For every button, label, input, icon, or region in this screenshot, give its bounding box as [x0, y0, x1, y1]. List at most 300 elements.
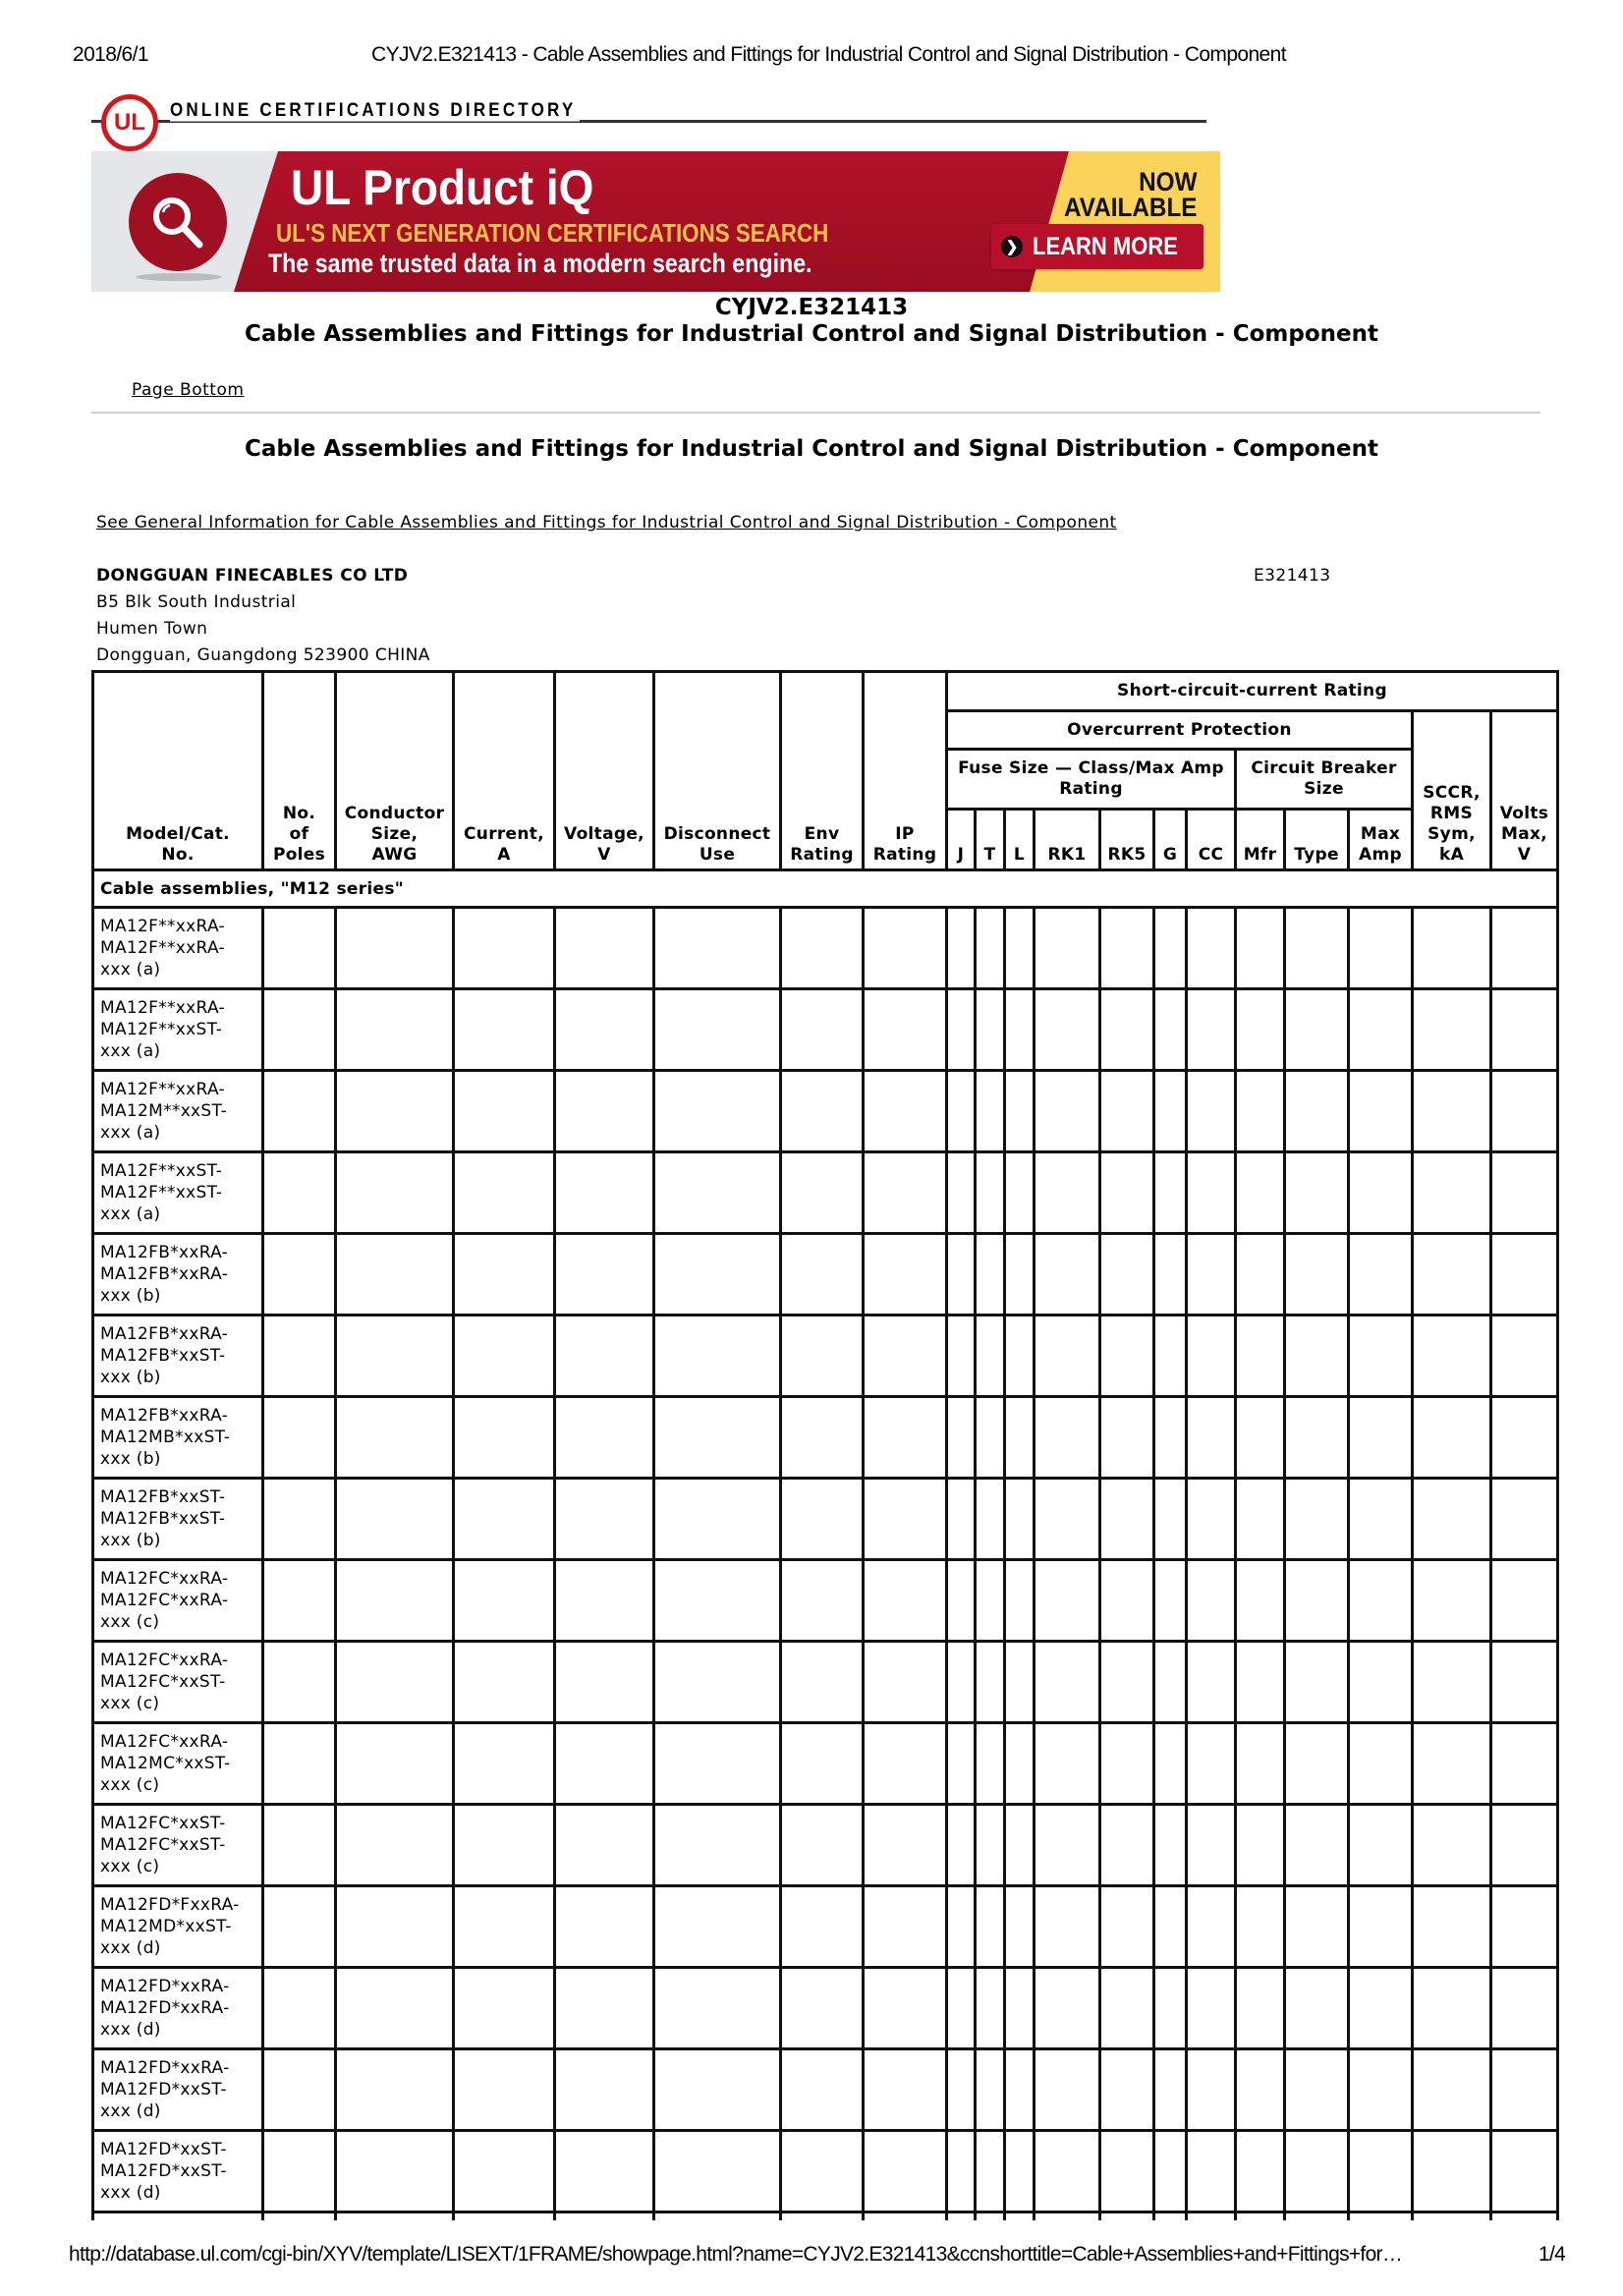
empty-cell	[1035, 1560, 1100, 1642]
empty-cell	[654, 1805, 781, 1886]
empty-cell	[947, 1234, 976, 1316]
empty-cell	[654, 1152, 781, 1234]
empty-cell	[976, 1886, 1005, 1968]
model-cell	[93, 908, 263, 989]
empty-cell	[263, 1397, 336, 1479]
page-title: Cable Assemblies and Fittings for Industrial Control and Signal Distribution - Component	[245, 321, 1378, 347]
empty-cell	[781, 908, 864, 989]
empty-cell	[781, 2212, 864, 2220]
empty-cell	[1285, 1397, 1349, 1479]
model-line: MA12F**xxST-	[100, 1020, 223, 1039]
empty-cell	[1491, 1968, 1558, 2049]
category-code: CYJV2.E321413	[714, 295, 909, 320]
empty-cell	[1035, 1316, 1100, 1397]
empty-cell	[1413, 1152, 1491, 1234]
empty-cell	[1187, 1560, 1236, 1642]
empty-cell	[1100, 1805, 1154, 1886]
empty-cell	[1154, 1479, 1187, 1560]
empty-cell	[1236, 1560, 1285, 1642]
empty-cell	[1100, 1316, 1154, 1397]
empty-cell	[654, 1886, 781, 1968]
col-sccr-sym: SCCR, RMS Sym, kA	[1413, 711, 1491, 870]
banner-title: UL Product iQ	[291, 160, 594, 215]
empty-cell	[1236, 1234, 1285, 1316]
empty-cell	[976, 908, 1005, 989]
empty-cell	[1035, 1234, 1100, 1316]
empty-cell	[1285, 908, 1349, 989]
col-voltage: Voltage, V	[555, 672, 654, 870]
address-line-1: B5 Blk South Industrial	[96, 592, 297, 612]
empty-cell	[1035, 2049, 1100, 2131]
empty-cell	[1100, 1968, 1154, 2049]
empty-cell	[555, 908, 654, 989]
empty-cell	[1236, 1886, 1285, 1968]
empty-cell	[1236, 1642, 1285, 1723]
empty-cell	[263, 1560, 336, 1642]
learn-more-button[interactable]	[991, 224, 1203, 269]
empty-cell	[1236, 1071, 1285, 1152]
empty-cell	[947, 908, 976, 989]
model-cell	[93, 1886, 263, 1968]
model-cell	[93, 1397, 263, 1479]
empty-cell	[1349, 1968, 1413, 2049]
company-name: DONGGUAN FINECABLES CO LTD	[96, 566, 409, 586]
empty-cell	[1236, 1968, 1285, 2049]
table-row	[93, 989, 1558, 1071]
empty-cell	[1005, 1316, 1035, 1397]
empty-cell	[654, 1723, 781, 1805]
empty-cell	[263, 2049, 336, 2131]
empty-cell	[1285, 2212, 1349, 2220]
empty-cell	[1285, 1071, 1349, 1152]
empty-cell	[1035, 1152, 1100, 1234]
footer-url: http://database.ul.com/cgi-bin/XYV/template/LISEXT/1FRAME/showpage.html?name=CYJV2.E321413&ccnshorttitle=Cable+Assemblies+and+Fittings+for…	[69, 2243, 1403, 2266]
empty-cell	[976, 2131, 1005, 2212]
model-line: xxx (d)	[100, 2101, 161, 2121]
empty-cell	[1100, 1234, 1154, 1316]
col-fuse-t: T	[976, 810, 1005, 870]
empty-cell	[1285, 1886, 1349, 1968]
empty-cell	[555, 2212, 654, 2220]
empty-cell	[781, 1071, 864, 1152]
empty-cell	[1005, 1968, 1035, 2049]
empty-cell	[1187, 1723, 1236, 1805]
empty-cell	[1349, 908, 1413, 989]
empty-cell	[1154, 908, 1187, 989]
empty-cell	[1005, 2131, 1035, 2212]
empty-cell	[263, 1642, 336, 1723]
empty-cell	[1154, 1723, 1187, 1805]
empty-cell	[1491, 1071, 1558, 1152]
empty-cell	[1413, 2049, 1491, 2131]
table-row	[93, 908, 1558, 989]
col-env-rating: Env Rating	[781, 672, 864, 870]
empty-cell	[555, 1886, 654, 1968]
col-poles: No. of Poles	[263, 672, 336, 870]
empty-cell	[781, 989, 864, 1071]
empty-cell	[1413, 1642, 1491, 1723]
empty-cell	[947, 1968, 976, 2049]
table-body	[93, 870, 1558, 2220]
empty-cell	[1349, 1316, 1413, 1397]
model-cell	[93, 1723, 263, 1805]
empty-cell	[781, 1234, 864, 1316]
col-breaker-max-amp: Max Amp	[1349, 810, 1413, 870]
model-cell	[93, 1968, 263, 2049]
empty-cell	[1349, 1152, 1413, 1234]
empty-cell	[1349, 1071, 1413, 1152]
model-line: MA12MB*xxST-	[100, 1428, 231, 1447]
empty-cell	[781, 1642, 864, 1723]
empty-cell	[555, 1479, 654, 1560]
section-title: Cable Assemblies and Fittings for Industrial Control and Signal Distribution - Component	[245, 436, 1378, 462]
empty-cell	[976, 2049, 1005, 2131]
empty-cell	[864, 1071, 947, 1152]
empty-cell	[1236, 2131, 1285, 2212]
model-cell	[93, 1316, 263, 1397]
empty-cell	[1413, 1723, 1491, 1805]
empty-cell	[1491, 1805, 1558, 1886]
empty-cell	[1285, 1152, 1349, 1234]
empty-cell	[1005, 989, 1035, 1071]
empty-cell	[1413, 1071, 1491, 1152]
empty-cell	[1187, 1316, 1236, 1397]
magnifier-icon	[129, 173, 227, 271]
model-line: MA12FB*xxRA-	[100, 1324, 229, 1344]
empty-cell	[454, 1152, 555, 1234]
table-row	[93, 1723, 1558, 1805]
general-info-link[interactable]: See General Information for Cable Assemblies and Fittings for Industrial Control and Signal Distribution - Component	[96, 513, 1117, 532]
empty-cell	[1491, 1152, 1558, 1234]
empty-cell	[1100, 2049, 1154, 2131]
empty-cell	[1236, 989, 1285, 1071]
empty-cell	[976, 1479, 1005, 1560]
empty-cell	[263, 1805, 336, 1886]
empty-cell	[781, 1152, 864, 1234]
empty-cell	[454, 1723, 555, 1805]
empty-cell	[336, 1479, 454, 1560]
empty-cell	[1005, 1805, 1035, 1886]
empty-cell	[1491, 1397, 1558, 1479]
col-fuse-rk1: RK1	[1035, 810, 1100, 870]
empty-cell	[864, 908, 947, 989]
print-header	[0, 43, 1623, 73]
col-fuse-rk5: RK5	[1100, 810, 1154, 870]
page-bottom-link[interactable]: Page Bottom	[132, 380, 245, 400]
model-line: MA12FC*xxST-	[100, 1814, 226, 1833]
empty-cell	[454, 2049, 555, 2131]
empty-cell	[1285, 1316, 1349, 1397]
ul-logo-icon[interactable]: UL	[101, 94, 158, 151]
empty-cell	[1005, 1071, 1035, 1152]
continued-row	[93, 2212, 1558, 2220]
model-line: xxx (b)	[100, 1449, 161, 1469]
empty-cell	[263, 1968, 336, 2049]
col-volts-max: Volts Max, V	[1491, 711, 1558, 870]
empty-cell	[1413, 908, 1491, 989]
empty-cell	[336, 1071, 454, 1152]
empty-cell	[263, 1723, 336, 1805]
empty-cell	[1100, 1479, 1154, 1560]
empty-cell	[1100, 1397, 1154, 1479]
empty-cell	[336, 1723, 454, 1805]
empty-cell	[454, 1316, 555, 1397]
model-line: MA12FC*xxRA-	[100, 1651, 229, 1670]
empty-cell	[1413, 1234, 1491, 1316]
table-row	[93, 1397, 1558, 1479]
available-label: AVAILABLE	[1063, 193, 1197, 222]
model-line: MA12FB*xxST-	[100, 1346, 226, 1366]
model-line: MA12FD*FxxRA-	[100, 1895, 240, 1915]
model-line: xxx (a)	[100, 1123, 161, 1143]
empty-cell	[864, 1152, 947, 1234]
empty-cell	[336, 1560, 454, 1642]
empty-cell	[947, 2049, 976, 2131]
table-row	[93, 2131, 1558, 2212]
empty-cell	[1154, 1886, 1187, 1968]
model-cell	[93, 1642, 263, 1723]
table-row	[93, 1071, 1558, 1152]
banner-tagline: The same trusted data in a modern search engine.	[268, 249, 812, 278]
model-line: MA12FB*xxRA-	[100, 1406, 229, 1426]
empty-cell	[555, 1723, 654, 1805]
empty-cell	[654, 1234, 781, 1316]
model-cell	[93, 1560, 263, 1642]
empty-cell	[1285, 989, 1349, 1071]
model-cell	[93, 989, 263, 1071]
empty-cell	[1285, 2131, 1349, 2212]
empty-cell	[654, 1560, 781, 1642]
empty-cell	[976, 1560, 1005, 1642]
empty-cell	[864, 2131, 947, 2212]
table-row	[93, 1152, 1558, 1234]
empty-cell	[93, 2212, 263, 2220]
empty-cell	[947, 1479, 976, 1560]
empty-cell	[1154, 1968, 1187, 2049]
empty-cell	[1005, 1886, 1035, 1968]
empty-cell	[1349, 1397, 1413, 1479]
empty-cell	[1285, 1560, 1349, 1642]
empty-cell	[1005, 1479, 1035, 1560]
empty-cell	[1187, 1886, 1236, 1968]
empty-cell	[1413, 989, 1491, 1071]
empty-cell	[336, 2212, 454, 2220]
model-line: xxx (c)	[100, 1694, 160, 1713]
empty-cell	[555, 1805, 654, 1886]
model-line: MA12F**xxRA-	[100, 917, 225, 936]
empty-cell	[864, 989, 947, 1071]
empty-cell	[1349, 1805, 1413, 1886]
empty-cell	[555, 989, 654, 1071]
empty-cell	[1349, 2212, 1413, 2220]
model-line: MA12FD*xxRA-	[100, 1998, 230, 2018]
empty-cell	[1005, 1723, 1035, 1805]
empty-cell	[1491, 1886, 1558, 1968]
address-line-2: Humen Town	[96, 619, 208, 639]
empty-cell	[263, 989, 336, 1071]
empty-cell	[1187, 2131, 1236, 2212]
empty-cell	[336, 1234, 454, 1316]
empty-cell	[1413, 1479, 1491, 1560]
directory-header	[91, 94, 1206, 151]
empty-cell	[1491, 1642, 1558, 1723]
empty-cell	[1100, 1642, 1154, 1723]
empty-cell	[1100, 1152, 1154, 1234]
empty-cell	[1413, 1805, 1491, 1886]
empty-cell	[1100, 2131, 1154, 2212]
model-line: MA12FB*xxRA-	[100, 1243, 229, 1262]
empty-cell	[654, 2131, 781, 2212]
empty-cell	[555, 2049, 654, 2131]
empty-cell	[1349, 1479, 1413, 1560]
group-overcurrent: Overcurrent Protection	[947, 711, 1413, 750]
model-line: xxx (a)	[100, 1041, 161, 1061]
empty-cell	[947, 1723, 976, 1805]
empty-cell	[1154, 2212, 1187, 2220]
empty-cell	[947, 1397, 976, 1479]
empty-cell	[781, 2131, 864, 2212]
model-line: MA12F**xxST-	[100, 1183, 223, 1203]
empty-cell	[1035, 1397, 1100, 1479]
model-line: xxx (b)	[100, 1286, 161, 1306]
empty-cell	[1035, 1642, 1100, 1723]
empty-cell	[336, 1968, 454, 2049]
empty-cell	[947, 1560, 976, 1642]
model-line: xxx (b)	[100, 1531, 161, 1550]
model-line: MA12FD*xxST-	[100, 2161, 227, 2181]
model-line: xxx (c)	[100, 1775, 160, 1795]
empty-cell	[263, 2131, 336, 2212]
empty-cell	[1491, 1316, 1558, 1397]
empty-cell	[555, 1316, 654, 1397]
model-line: MA12F**xxRA-	[100, 1080, 225, 1099]
empty-cell	[1035, 989, 1100, 1071]
empty-cell	[781, 1805, 864, 1886]
model-line: MA12F**xxRA-	[100, 938, 225, 958]
empty-cell	[1285, 1968, 1349, 2049]
table-row	[93, 1642, 1558, 1723]
print-title: CYJV2.E321413 - Cable Assemblies and Fittings for Industrial Control and Signal Distribution - Component	[371, 43, 1286, 66]
empty-cell	[454, 1886, 555, 1968]
table-row	[93, 2049, 1558, 2131]
model-line: MA12F**xxST-	[100, 1161, 223, 1181]
empty-cell	[1035, 1479, 1100, 1560]
empty-cell	[336, 1642, 454, 1723]
empty-cell	[947, 1071, 976, 1152]
empty-cell	[263, 1479, 336, 1560]
empty-cell	[1491, 1723, 1558, 1805]
empty-cell	[864, 2049, 947, 2131]
empty-cell	[864, 2212, 947, 2220]
model-line: xxx (a)	[100, 960, 161, 980]
empty-cell	[1236, 2212, 1285, 2220]
file-number: E321413	[1254, 566, 1331, 586]
empty-cell	[947, 1886, 976, 1968]
empty-cell	[1154, 989, 1187, 1071]
empty-cell	[1035, 1071, 1100, 1152]
empty-cell	[654, 1968, 781, 2049]
empty-cell	[1349, 1723, 1413, 1805]
empty-cell	[1349, 1642, 1413, 1723]
empty-cell	[263, 908, 336, 989]
empty-cell	[781, 1886, 864, 1968]
empty-cell	[654, 1479, 781, 1560]
empty-cell	[454, 1805, 555, 1886]
empty-cell	[336, 989, 454, 1071]
empty-cell	[1491, 989, 1558, 1071]
empty-cell	[555, 1234, 654, 1316]
empty-cell	[1035, 1968, 1100, 2049]
empty-cell	[454, 989, 555, 1071]
empty-cell	[1285, 1642, 1349, 1723]
empty-cell	[1187, 2049, 1236, 2131]
empty-cell	[336, 1397, 454, 1479]
empty-cell	[1413, 1886, 1491, 1968]
empty-cell	[454, 1642, 555, 1723]
empty-cell	[1154, 2049, 1187, 2131]
empty-cell	[1100, 1071, 1154, 1152]
empty-cell	[1154, 1560, 1187, 1642]
empty-cell	[1187, 1642, 1236, 1723]
col-conductor: Conductor Size, AWG	[336, 672, 454, 870]
empty-cell	[864, 1723, 947, 1805]
empty-cell	[1187, 989, 1236, 1071]
product-iq-banner[interactable]	[91, 151, 1220, 292]
empty-cell	[864, 1560, 947, 1642]
empty-cell	[976, 1805, 1005, 1886]
empty-cell	[1187, 1397, 1236, 1479]
empty-cell	[1236, 1397, 1285, 1479]
empty-cell	[1005, 2212, 1035, 2220]
divider	[91, 412, 1540, 414]
banner-shadow	[136, 273, 222, 281]
empty-cell	[781, 1968, 864, 2049]
empty-cell	[263, 2212, 336, 2220]
model-line: MA12FC*xxRA-	[100, 1569, 229, 1589]
empty-cell	[1187, 1234, 1236, 1316]
model-line: MA12FC*xxST-	[100, 1672, 226, 1692]
directory-name: ONLINE CERTIFICATIONS DIRECTORY	[170, 99, 580, 122]
empty-cell	[1413, 1397, 1491, 1479]
empty-cell	[947, 1316, 976, 1397]
empty-cell	[654, 989, 781, 1071]
empty-cell	[1154, 1397, 1187, 1479]
footer-page-number: 1/4	[1539, 2243, 1566, 2266]
empty-cell	[1491, 1234, 1558, 1316]
empty-cell	[1236, 2049, 1285, 2131]
empty-cell	[555, 1071, 654, 1152]
empty-cell	[864, 1805, 947, 1886]
empty-cell	[976, 1397, 1005, 1479]
banner-subtitle: UL'S NEXT GENERATION CERTIFICATIONS SEARCH	[276, 218, 829, 248]
empty-cell	[947, 2212, 976, 2220]
print-date: 2018/6/1	[73, 43, 148, 66]
table-row	[93, 1886, 1558, 1968]
empty-cell	[454, 1479, 555, 1560]
empty-cell	[864, 1479, 947, 1560]
empty-cell	[1285, 1723, 1349, 1805]
empty-cell	[781, 1397, 864, 1479]
empty-cell	[336, 1152, 454, 1234]
table-row	[93, 1560, 1558, 1642]
section-row: Cable assemblies, "M12 series"	[93, 870, 1558, 908]
empty-cell	[976, 1968, 1005, 2049]
empty-cell	[1187, 1479, 1236, 1560]
model-line: MA12FB*xxST-	[100, 1509, 226, 1529]
empty-cell	[454, 1234, 555, 1316]
empty-cell	[1100, 908, 1154, 989]
empty-cell	[1035, 908, 1100, 989]
